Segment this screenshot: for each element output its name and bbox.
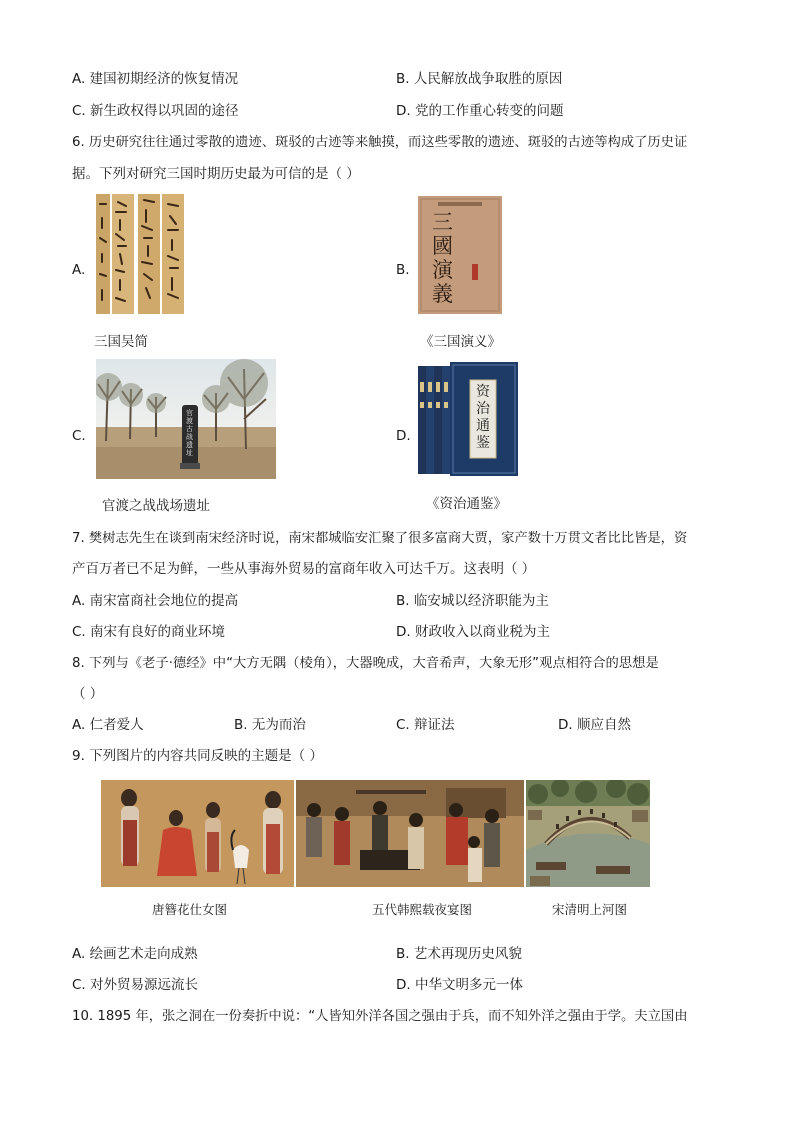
q5-option-d: D. 党的工作重心转变的问题 [396,103,564,119]
q8-option-d: D. 顺应自然 [558,717,631,733]
q9-option-d: D. 中华文明多元一体 [396,977,523,993]
q8-stem-line2: （ ） [72,686,104,702]
q7-stem-line2: 产百万者已不足为鲜，一些从事海外贸易的富商年收入可达千万。这表明（ ） [72,561,536,577]
q6-label-b: B. [396,262,410,278]
q6-label-c: C. [72,428,86,444]
q6-label-d: D. [396,428,411,444]
q6-label-a: A. [72,262,86,278]
q7-option-c: C. 南宋有良好的商业环境 [72,624,226,640]
q7-option-a: A. 南宋富商社会地位的提高 [72,593,239,609]
q8-option-a: A. 仁者爱人 [72,717,144,733]
q6-caption-b: 《三国演义》 [420,334,501,350]
q5-option-b: B. 人民解放战争取胜的原因 [396,71,563,87]
q9-option-c: C. 对外贸易源远流长 [72,977,199,993]
q6-caption-a: 三国吴简 [94,334,148,350]
q8-option-c: C. 辩证法 [396,717,455,733]
q9-option-b: B. 艺术再现历史风貌 [396,946,522,962]
q10-stem-line1: 10. 1895 年，张之洞在一份奏折中说：“人皆知外洋各国之强由于兵，而不知外洋之强由于学。夫立国由 [72,1009,688,1024]
q8-option-b: B. 无为而治 [234,717,306,733]
tang-ladies-painting [101,780,294,887]
q6-stem-line1: 6. 历史研究往往通过零散的遗迹、斑驳的古迹等来触摸，而这些零散的遗迹、斑驳的古迹等构成了历史证 [72,135,688,150]
han-xizai-night-revels-painting [296,780,524,887]
q9-caption-1: 唐簪花仕女图 [152,902,228,917]
zizhi-book-title: 资治通鉴 [476,384,490,451]
q7-stem-line1: 7. 樊树志先生在谈到南宋经济时说，南宋都城临安汇聚了很多富商大贾，家产数十万贯文者比比皆是，资 [72,531,688,546]
qingming-riverside-painting [526,780,650,887]
sanguo-yanyi-book-image [418,196,502,314]
q9-caption-2: 五代韩熙载夜宴图 [372,902,473,917]
q9-caption-3: 宋清明上河图 [552,902,628,917]
q9-option-a: A. 绘画艺术走向成熟 [72,946,198,962]
q7-option-b: B. 临安城以经济职能为主 [396,593,549,609]
q9-stem: 9. 下列图片的内容共同反映的主题是（ ） [72,748,323,764]
q6-caption-c: 官渡之战战场遗址 [102,498,210,514]
stele-inscription: 官渡古战遗址 [186,409,193,457]
q5-option-a: A. 建国初期经济的恢复情况 [72,71,239,87]
q6-caption-d: 《资治通鉴》 [426,496,507,512]
q5-option-c: C. 新生政权得以巩固的途径 [72,103,239,119]
sanguo-book-title: 三國演義 [432,210,453,306]
q8-stem-line1: 8. 下列与《老子·德经》中“大方无隅（棱角），大器晚成，大音希声，大象无形”观点相符合的思想是 [72,656,659,671]
q6-stem-line2: 据。下列对研究三国时期历史最为可信的是（ ） [72,166,360,182]
guandu-battlefield-image [96,359,276,479]
wu-bamboo-slips-image [96,194,186,314]
zizhi-tongjian-book-image [418,362,518,476]
q7-option-d: D. 财政收入以商业税为主 [396,624,550,640]
